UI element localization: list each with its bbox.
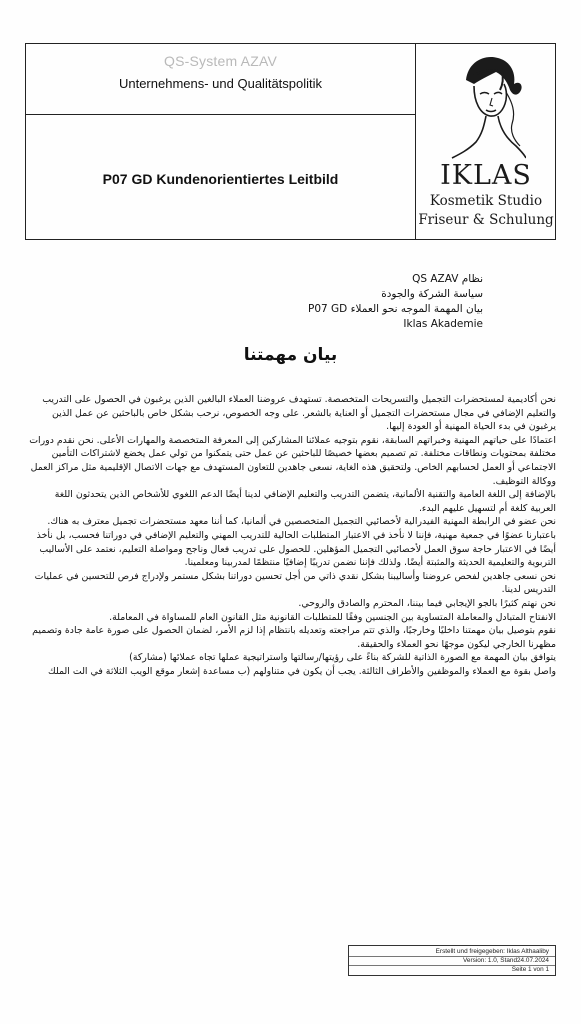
brand-tagline-friseur: Friseur & Schulung [418, 212, 554, 228]
subheader-line-academy: Iklas Akademie [403, 318, 483, 330]
body-paragraph: نقوم بتوصيل بيان مهمتنا داخليًا وخارجيًا، والذي تتم مراجعته وتعديله بانتظام إذا لزم الأمر، لضمان الحصول على صورة عامة جادة وتصميم مظهرنا الخارجي ليكون موجهًا نحو العملاء والحقيقة. [32, 625, 556, 650]
body-paragraph: الانفتاح المتبادل والمعاملة المتساوية بين الجنسين وفقًا للمتطلبات القانونية مثل القانون العام للمساواة في المعاملة. [109, 611, 556, 623]
body-paragraph: بالإضافة إلى اللغة العامية والتقنية الألمانية، يتضمن التدريب والتعليم الإضافي لدينا أيضًا الدعم اللغوي للأشخاص الذين يتحدثون اللغة العربية كلغة أم لتسهيل عليهم البدء. [54, 489, 556, 514]
subheader-line-policy: سياسة الشركة والجودة [381, 288, 483, 300]
document-title: P07 GD Kundenorientiertes Leitbild [102, 171, 339, 187]
body-paragraph: نحن عضو في الرابطة المهنية الفيدرالية لأخصائيي التجميل المتخصصين في ألمانيا، كما أننا معهد مستحضرات تجميل معترف به هناك. باعتبارنا عضوًا في جمعية مهنية، فإننا لا نأخذ في الاعتبار المتطلبات الحالية للتدريب المهني والتعليم الإضافي في دوراتنا فحسب، بل نأخذ أيضًا في الاعتبار حاجة سوق العمل لأخصائيي التجميل المؤهلين. للحصول على تدريب فعال وناجح ومواصلة التعليم، نعتمد على الأساليب التربوية والتعليمية الحديثة والمثبتة أيضًا. ولذلك فإننا نضمن تدريبًا إضافيًا منتظمًا لمدربينا ومعلمينا. [36, 516, 556, 569]
footer-page-number: Seite 1 von 1 [511, 966, 549, 973]
subheader-line-system: نظام QS AZAV [412, 273, 483, 285]
mission-statement-body [28, 393, 556, 678]
body-paragraph: اعتمادًا على حياتهم المهنية وخبراتهم السابقة، نقوم بتوجيه عملائنا المشاركين إلى المعرفة المتخصصة والمهارات الأعلى. نحن نقدم دورات مختلفة بمحتويات ونطاقات مختلفة. تم تصميم بعضها خصيصًا للباحثين عن عمل حتى يتمكنوا من تولي عمل يخضع لاشتراكات التأمين الاجتماعي أو العمل لحسابهم الخاص. ولتحقيق هذه الغاية، نسعى جاهدين للتعاون المستهدف مع جهات الاتصال الإقليمية مثل مراكز العمل ووكالة التوظيف. [29, 434, 556, 487]
brand-tagline-kosmetik: Kosmetik Studio [429, 193, 543, 209]
footer-version: Version: 1.0, Stand24.07.2024 [463, 957, 549, 964]
header-policy-cell [26, 44, 415, 115]
mission-statement-title: بيان مهمتنا [243, 345, 338, 365]
body-paragraph: واصل بقوة مع العملاء والموظفين والأطراف الثالثة. يجب أن يكون في متناولهم (ب مساعدة إشعار موقع الويب الثلاثة في الت الملك [48, 665, 556, 677]
header-left-cell [26, 44, 416, 239]
body-paragraph: نحن نسعى جاهدين لفحص عروضنا وأساليبنا بشكل نقدي ذاتي من أجل تحسين دوراتنا بشكل مستمر ولإدراج فرص للتحسين في عمليات التدريس لدينا. [34, 570, 556, 596]
subheader-line-mission: بيان المهمة الموجه نحو العملاء P07 GD [308, 303, 483, 315]
document-subheader [103, 272, 483, 332]
footer-approved-by: Erstellt und freigegeben: Iklas Althaaliby [435, 948, 549, 955]
body-paragraph: يتوافق بيان المهمة مع الصورة الذاتية للشركة بناءً على رؤيتها/رسالتها واستراتيجية عملها تجاه عملائها (مشاركة) [129, 652, 556, 664]
body-paragraph: نحن أكاديمية لمستحضرات التجميل والتسريحات المتخصصة. تستهدف عروضنا العملاء البالغين الذين يرغبون في الحصول على التدريب والتعليم الإضافي في مجال مستحضرات التجميل أو العناية بالشعر. على وجه الخصوص، نرحب بشكل خاص بالباحثين عن عمل الذين يرغبون في بدء الحياة المهنية أو العودة إليها. [42, 394, 556, 433]
brand-name: IKLAS [440, 160, 532, 191]
policy-title: Unternehmens- und Qualitätspolitik [118, 76, 323, 91]
header-table [25, 43, 556, 240]
qs-system-watermark: QS-System AZAV [163, 53, 277, 69]
woman-portrait-logo-icon [446, 50, 526, 160]
company-logo [418, 48, 554, 236]
body-paragraph: نحن نهتم كثيرًا بالجو الإيجابي فيما بيننا، المحترم والصادق والروحي. [298, 597, 556, 609]
footer-approval-box [348, 945, 556, 976]
